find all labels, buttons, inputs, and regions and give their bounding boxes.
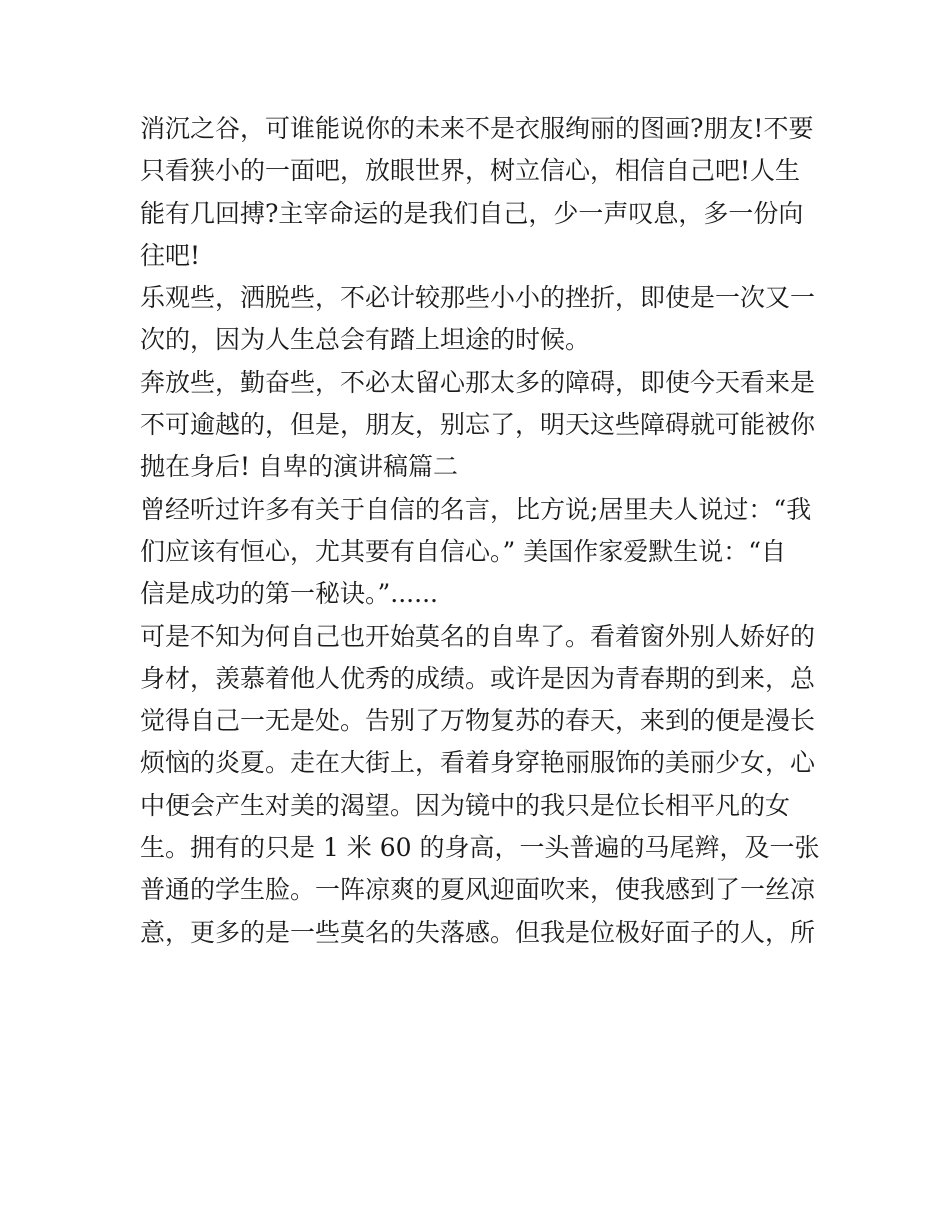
text-line: 次的，因为人生总会有踏上坦途的时候。 [140,325,591,355]
text-line: 消沉之谷，可谁能说你的未来不是衣服绚丽的图画?朋友!不要 [140,114,814,143]
text-line: 不可逾越的，但是，朋友，别忘了，明天这些障碍就可能被你 [140,410,816,440]
text-line: 们应该有恒心，尤其要有自信心。” 美国作家爱默生说：“自 [140,536,787,566]
text-line: 中便会产生对美的渴望。因为镜中的我只是位长相平凡的女 [140,790,791,820]
text-line: 意，更多的是一些莫名的失落感。但我是位极好面子的人，所 [140,917,816,947]
text-line: 普通的学生脸。一阵凉爽的夏风迎面吹来，使我感到了一丝凉 [140,875,816,905]
text-line: 可是不知为何自己也开始莫名的自卑了。看着窗外别人娇好的 [140,621,816,651]
text-line: 曾经听过许多有关于自信的名言，比方说;居里夫人说过：“我 [140,494,812,524]
text-line: 觉得自己一无是处。告别了万物复苏的春天，来到的便是漫长 [140,706,816,736]
text-line: 只看狭小的一面吧，放眼世界，树立信心，相信自己吧!人生 [140,156,801,186]
text-line: 生。拥有的只是 1 米 60 的身高，一头普遍的马尾辫，及一张 [140,833,820,863]
text-line: 身材，羡慕着他人优秀的成绩。或许是因为青春期的到来，总 [140,663,816,693]
text-line: 信是成功的第一秘诀。”...... [140,579,438,609]
text-line: 乐观些，洒脱些，不必计较那些小小的挫折，即使是一次又一 [140,283,816,313]
text-line: 往吧! [140,240,201,270]
text-line: 烦恼的炎夏。走在大街上，看着身穿艳丽服饰的美丽少女，心 [140,748,816,778]
text-line: 抛在身后! 自卑的演讲稿篇二 [140,452,458,482]
text-line: 奔放些，勤奋些，不必太留心那太多的障碍，即使今天看来是 [140,367,816,397]
text-line: 能有几回搏?主宰命运的是我们自己，少一声叹息，多一份向 [140,198,804,228]
body-text [140,108,820,954]
